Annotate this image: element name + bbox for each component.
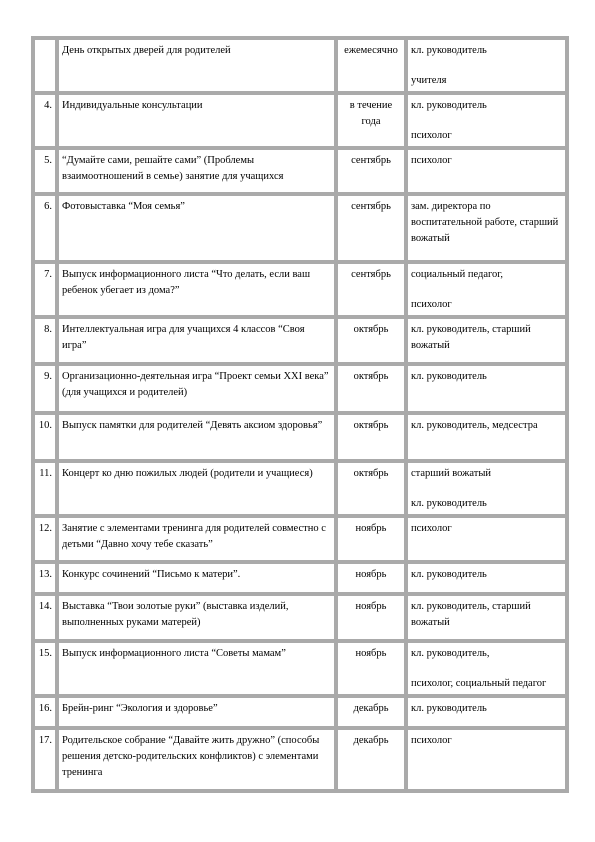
event-date: октябрь — [336, 364, 406, 413]
event-name: Выставка “Твои золотые руки” (выставка изделий, выполненных руками матерей) — [57, 594, 336, 641]
row-number: 8. — [33, 317, 57, 364]
row-number: 14. — [33, 594, 57, 641]
responsible-cell — [406, 413, 567, 461]
event-name: Выпуск памятки для родителей “Девять аксиом здоровья” — [57, 413, 336, 461]
event-name: Выпуск информационного листа “Советы мамам” — [57, 641, 336, 696]
responsible-cell — [406, 262, 567, 317]
event-date: декабрь — [336, 728, 406, 791]
responsible-secondary: кл. руководитель — [411, 498, 487, 509]
responsible-cell — [406, 562, 567, 594]
responsible-cell — [406, 516, 567, 562]
event-date: сентябрь — [336, 194, 406, 262]
event-date: декабрь — [336, 696, 406, 728]
event-name: Занятие с элементами тренинга для родителей совместно с детьми “Давно хочу тебе сказать” — [57, 516, 336, 562]
responsible-cell — [406, 728, 567, 791]
event-date: октябрь — [336, 317, 406, 364]
event-name: Организационно-деятельная игра “Проект семьи XXI века” (для учащихся и родителей) — [57, 364, 336, 413]
event-date: ноябрь — [336, 516, 406, 562]
event-name: Концерт ко дню пожилых людей (родители и учащиеся) — [57, 461, 336, 516]
table-row — [33, 641, 567, 696]
event-name: Индивидуальные консультации — [57, 93, 336, 148]
row-number: 9. — [33, 364, 57, 413]
table-row — [33, 194, 567, 262]
responsible-primary: кл. руководитель — [411, 703, 487, 714]
event-name: Брейн-ринг “Экология и здоровье” — [57, 696, 336, 728]
event-name: “Думайте сами, решайте сами” (Проблемы взаимоотношений в семье) занятие для учащихся — [57, 148, 336, 194]
responsible-secondary: психолог — [411, 299, 452, 310]
table-row — [33, 728, 567, 791]
row-number: 16. — [33, 696, 57, 728]
row-number: 10. — [33, 413, 57, 461]
responsible-primary: кл. руководитель, старший вожатый — [411, 324, 531, 351]
responsible-primary: кл. руководитель — [411, 45, 487, 56]
event-name: Интеллектуальная игра для учащихся 4 классов “Своя игра” — [57, 317, 336, 364]
responsible-primary: психолог — [411, 523, 452, 534]
responsible-cell — [406, 364, 567, 413]
event-name: Родительское собрание “Давайте жить дружно” (способы решения детско-родительских конфликтов) с элементами тренинга — [57, 728, 336, 791]
row-number: 17. — [33, 728, 57, 791]
responsible-primary: психолог — [411, 735, 452, 746]
responsible-cell — [406, 148, 567, 194]
responsible-cell — [406, 594, 567, 641]
responsible-primary: кл. руководитель — [411, 100, 487, 111]
table-row — [33, 364, 567, 413]
table-row — [33, 148, 567, 194]
table-row — [33, 516, 567, 562]
table-row — [33, 262, 567, 317]
row-number: 5. — [33, 148, 57, 194]
event-date: октябрь — [336, 413, 406, 461]
responsible-cell — [406, 641, 567, 696]
responsible-primary: зам. директора по воспитательной работе, старший вожатый — [411, 201, 559, 244]
line-gap — [411, 283, 562, 297]
event-date: сентябрь — [336, 148, 406, 194]
row-number: 12. — [33, 516, 57, 562]
line-gap — [411, 482, 562, 496]
responsible-cell — [406, 38, 567, 93]
row-number: 15. — [33, 641, 57, 696]
event-name: Фотовыставка “Моя семья” — [57, 194, 336, 262]
responsible-secondary: психолог — [411, 130, 452, 141]
responsible-primary: кл. руководитель, — [411, 648, 490, 659]
line-gap — [411, 59, 562, 73]
table-row — [33, 562, 567, 594]
row-number: 6. — [33, 194, 57, 262]
responsible-cell — [406, 194, 567, 262]
row-number — [33, 38, 57, 93]
responsible-primary: кл. руководитель — [411, 371, 487, 382]
row-number: 7. — [33, 262, 57, 317]
event-date: ноябрь — [336, 562, 406, 594]
event-name: День открытых дверей для родителей — [57, 38, 336, 93]
event-date: ноябрь — [336, 641, 406, 696]
responsible-primary: кл. руководитель, старший вожатый — [411, 601, 531, 628]
table-row — [33, 413, 567, 461]
line-gap — [411, 662, 562, 676]
table-row — [33, 317, 567, 364]
responsible-cell — [406, 93, 567, 148]
line-gap — [411, 114, 562, 128]
events-table — [31, 36, 569, 793]
event-name: Конкурс сочинений “Письмо к матери”. — [57, 562, 336, 594]
table-row — [33, 93, 567, 148]
responsible-primary: психолог — [411, 155, 452, 166]
events-table-body — [33, 38, 567, 791]
responsible-secondary: учителя — [411, 75, 447, 86]
event-date: сентябрь — [336, 262, 406, 317]
event-date: ноябрь — [336, 594, 406, 641]
row-number: 11. — [33, 461, 57, 516]
table-row — [33, 594, 567, 641]
responsible-cell — [406, 696, 567, 728]
event-date: в течение года — [336, 93, 406, 148]
responsible-cell — [406, 317, 567, 364]
event-date: ежемесячно — [336, 38, 406, 93]
row-number: 13. — [33, 562, 57, 594]
table-row — [33, 696, 567, 728]
responsible-primary: кл. руководитель — [411, 569, 487, 580]
responsible-cell — [406, 461, 567, 516]
row-number: 4. — [33, 93, 57, 148]
event-date: октябрь — [336, 461, 406, 516]
responsible-secondary: психолог, социальный педагог — [411, 678, 547, 689]
table-row — [33, 38, 567, 93]
table-row — [33, 461, 567, 516]
responsible-primary: старший вожатый — [411, 468, 492, 479]
responsible-primary: кл. руководитель, медсестра — [411, 420, 538, 431]
event-name: Выпуск информационного листа “Что делать, если ваш ребенок убегает из дома?” — [57, 262, 336, 317]
responsible-primary: социальный педагог, — [411, 269, 504, 280]
